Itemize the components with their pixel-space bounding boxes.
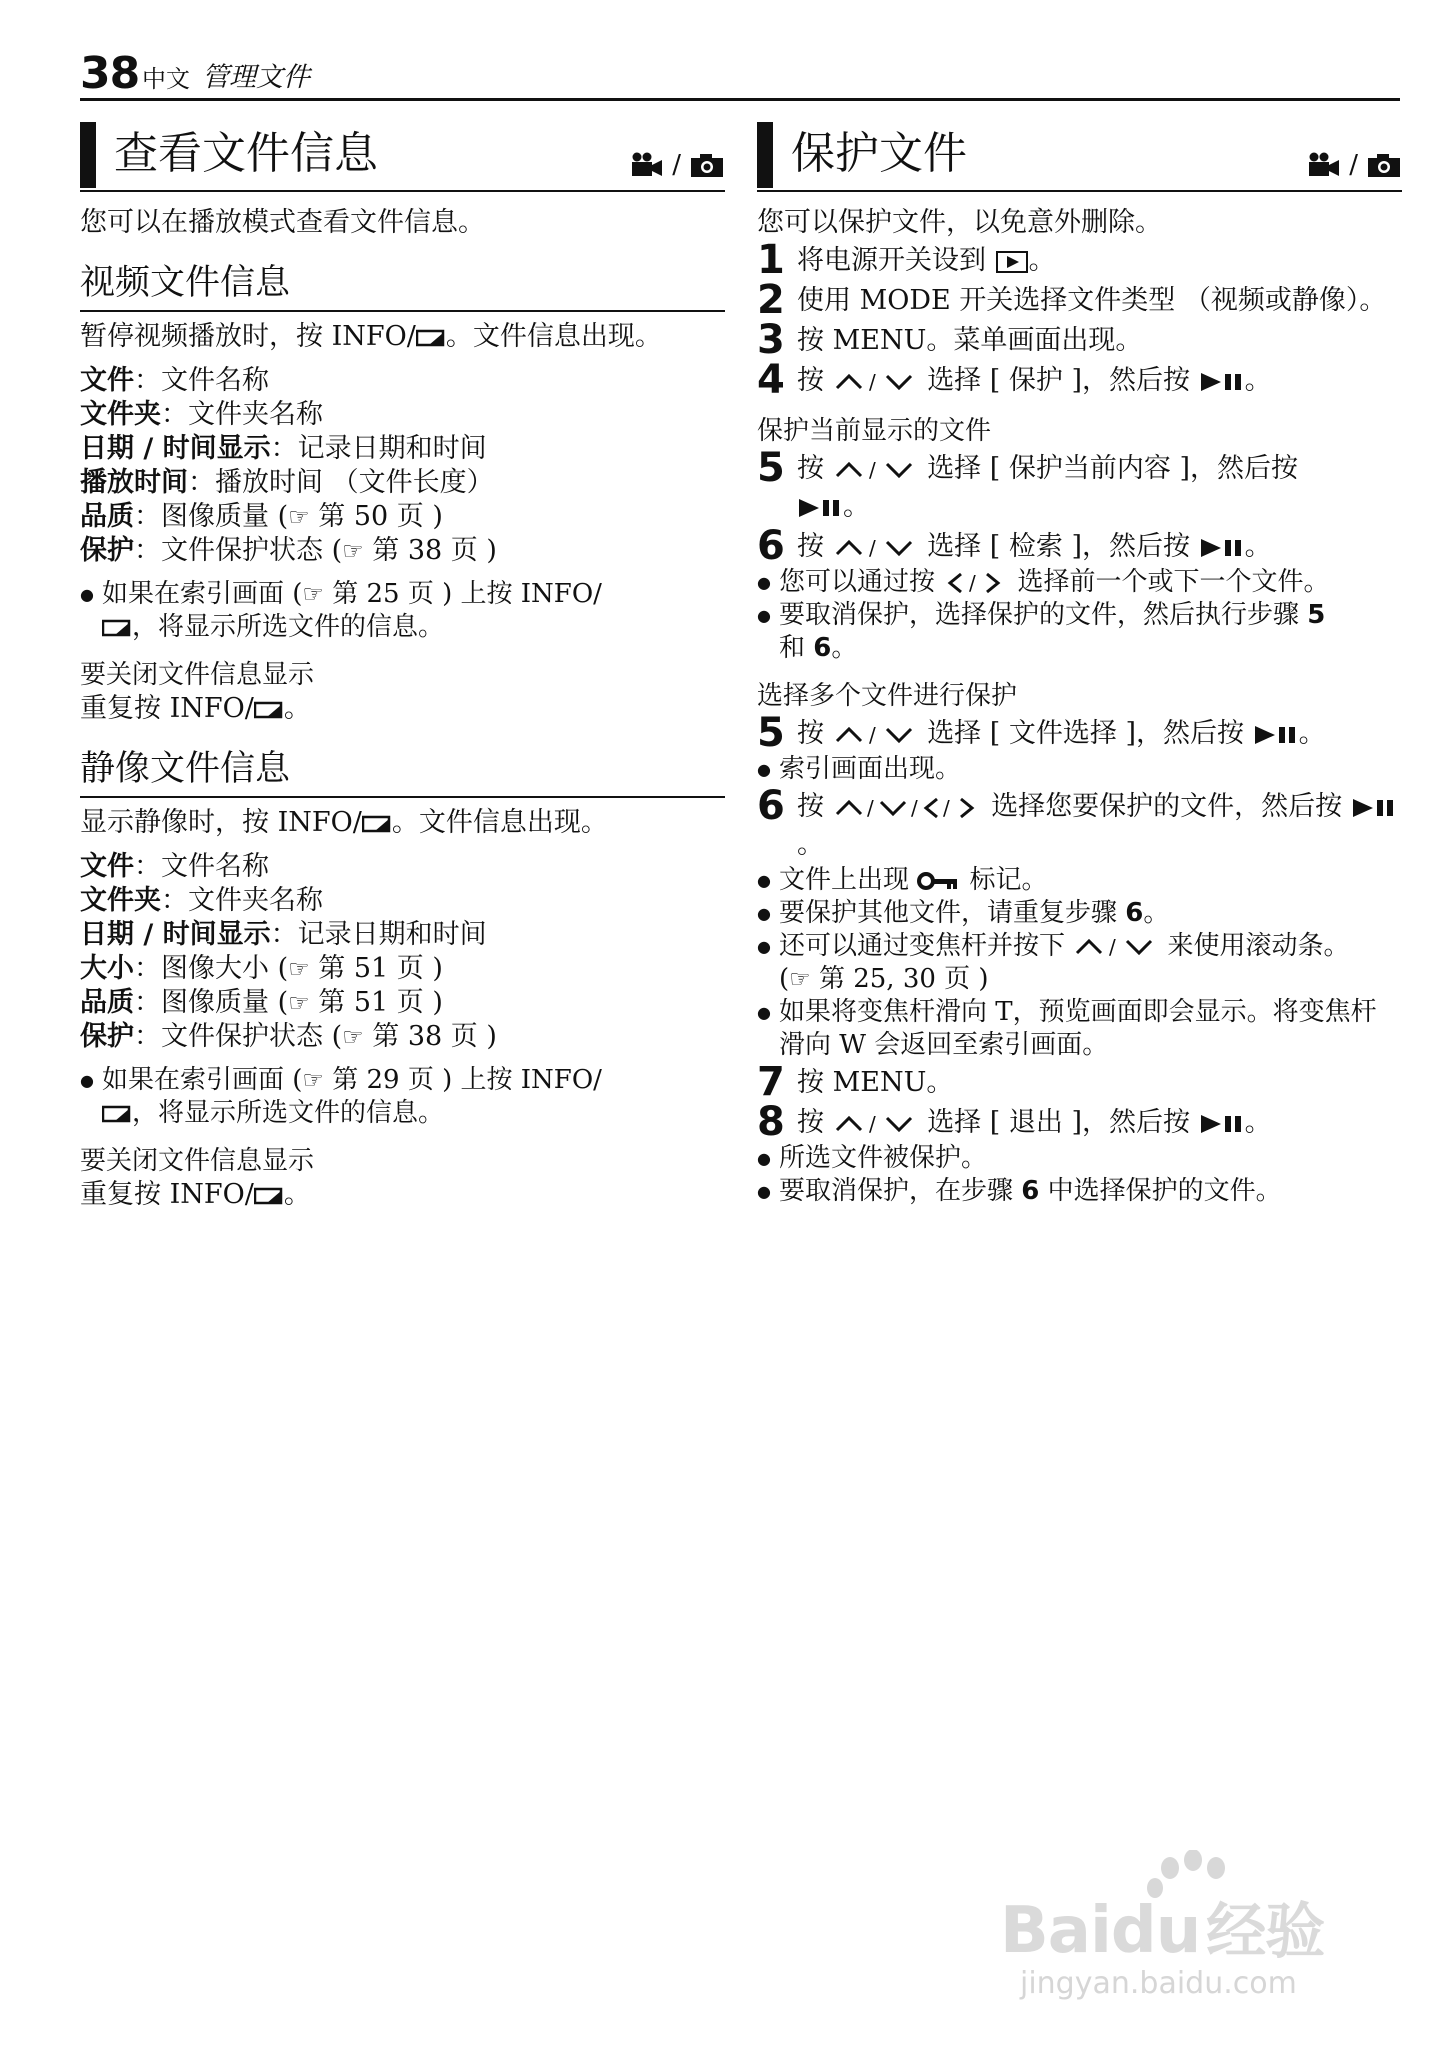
intro-text: 您可以在播放模式查看文件信息。 [80, 207, 485, 238]
info-row-protect: 保护：文件保护状态 (☞ 第 38 页 ) [80, 535, 497, 566]
current-bullet-2: ● 要取消保护，选择保护的文件，然后执行步骤 5 和 6。 [757, 599, 1402, 665]
baidu-watermark [1000, 1850, 1400, 2010]
close-info-text: 重复按 INFO/ 。 [80, 693, 311, 724]
left-right-arrows-icon [943, 571, 1009, 595]
step-8: 8 按 / 选择 [ 退出 ]，然后按 。 [757, 1099, 1272, 1145]
end-bullet-2: ● 要取消保护，在步骤 6 中选择保护的文件。 [757, 1175, 1402, 1208]
info-display-icon [102, 1105, 132, 1123]
svg-text:/: / [942, 795, 950, 820]
multi-bullet-3: ● 要保护其他文件，请重复步骤 6。 [757, 897, 1402, 930]
step-5-current: 5 按 / 选择 [ 保护当前内容 ]，然后按 。 [757, 445, 1299, 522]
title-bar [80, 122, 96, 188]
slash: / [672, 150, 681, 180]
playback-mode-icon [995, 250, 1029, 274]
watermark-brand: Baidu 经验 [1000, 1894, 1325, 1968]
info-row-folder: 文件夹：文件夹名称 [80, 885, 323, 916]
info-display-icon [254, 701, 284, 719]
step-5-multi: 5 按 / 选择 [ 文件选择 ]，然后按 。 [757, 710, 1326, 756]
step-6-current: 6 按 / 选择 [ 检索 ]，然后按 。 [757, 523, 1272, 569]
multi-bullet-2: ● 文件上出现 标记。 [757, 864, 1402, 897]
pointing-hand-icon: ☞ [342, 1023, 364, 1051]
svg-text:/: / [868, 457, 876, 482]
video-index-bullet: ● 如果在索引画面 (☞ 第 25 页 ) 上按 INFO/ ，将显示所选文件的信息。 [80, 578, 725, 644]
pointing-hand-icon: ☞ [342, 537, 364, 565]
protect-multiple-heading: 选择多个文件进行保护 [757, 681, 1018, 711]
still-camera-icon [689, 152, 725, 178]
section-title-text: 查看文件信息 [114, 128, 378, 179]
play-pause-icon [1351, 797, 1397, 819]
info-display-icon [416, 329, 446, 347]
protect-current-heading: 保护当前显示的文件 [757, 416, 992, 446]
page-number: 38 [80, 48, 140, 99]
step-2: 2 使用 MODE 开关选择文件类型 （视频或静像）。 [757, 277, 1387, 323]
video-camera-icon [1307, 152, 1341, 178]
info-row-file: 文件：文件名称 [80, 851, 269, 882]
up-down-arrows-icon [833, 1112, 919, 1136]
info-row-file: 文件：文件名称 [80, 365, 269, 396]
four-way-arrows-icon [833, 796, 983, 820]
up-down-arrows-icon [833, 458, 919, 482]
still-info-desc: 显示静像时，按 INFO/ 。文件信息出现。 [80, 807, 608, 838]
protect-intro: 您可以保护文件，以免意外删除。 [757, 207, 1162, 238]
still-index-bullet: ● 如果在索引画面 (☞ 第 29 页 ) 上按 INFO/ ，将显示所选文件的信息。 [80, 1064, 725, 1130]
title-bar [757, 122, 773, 188]
up-down-arrows-icon [833, 536, 919, 560]
play-pause-icon [1199, 537, 1245, 559]
info-row-protect: 保护：文件保护状态 (☞ 第 38 页 ) [80, 1021, 497, 1052]
page-header [80, 48, 1400, 101]
mode-icons [630, 150, 725, 180]
slash: / [1349, 150, 1358, 180]
step-4: 4 按 / 选择 [ 保护 ]，然后按 。 [757, 357, 1272, 403]
info-display-icon [254, 1187, 284, 1205]
section-title-text: 保护文件 [791, 128, 967, 179]
play-pause-icon [1199, 1113, 1245, 1135]
video-info-title: 视频文件信息 [80, 260, 725, 312]
info-display-icon [102, 619, 132, 637]
info-row-playtime: 播放时间：播放时间 （文件长度） [80, 467, 494, 498]
key-icon [917, 871, 961, 891]
page-language: 中文 [142, 65, 190, 93]
pointing-hand-icon: ☞ [302, 580, 324, 608]
info-display-icon [362, 815, 392, 833]
close-info-heading: 要关闭文件信息显示 [80, 660, 315, 690]
left-column [80, 118, 725, 1212]
up-down-arrows-icon [833, 370, 919, 394]
info-row-datetime: 日期 / 时间显示：记录日期和时间 [80, 433, 487, 464]
video-camera-icon [630, 152, 664, 178]
video-info-desc: 暂停视频播放时，按 INFO/ 。文件信息出现。 [80, 321, 662, 352]
chapter-title: 管理文件 [202, 62, 310, 93]
svg-text:/: / [868, 369, 876, 394]
right-column [757, 118, 1402, 1208]
watermark-url: jingyan.baidu.com [1020, 1966, 1297, 2001]
svg-text:/: / [868, 722, 876, 747]
pointing-hand-icon: ☞ [288, 503, 310, 531]
section-title-protect [757, 118, 1402, 192]
close-info-text: 重复按 INFO/ 。 [80, 1179, 311, 1210]
multi-bullet-4: ● 还可以通过变焦杆并按下 / 来使用滚动条。 (☞ 第 25, 30 页 ) [757, 930, 1402, 996]
play-pause-icon [1253, 724, 1299, 746]
section-title-file-info [80, 118, 725, 192]
svg-text:/: / [969, 571, 977, 595]
still-info-title: 静像文件信息 [80, 746, 725, 798]
still-info-list [80, 850, 725, 1054]
info-row-size: 大小：图像大小 (☞ 第 51 页 ) [80, 953, 443, 984]
up-down-arrows-icon [833, 723, 919, 747]
mode-icons [1307, 150, 1402, 180]
step-1: 1 将电源开关设到 。 [757, 237, 1056, 283]
close-info-heading: 要关闭文件信息显示 [80, 1146, 315, 1176]
multi-bullet-1: ● 索引画面出现。 [757, 753, 1402, 786]
pointing-hand-icon: ☞ [789, 965, 811, 993]
step-7: 7 按 MENU。 [757, 1059, 954, 1105]
svg-text:/: / [1109, 935, 1117, 959]
pointing-hand-icon: ☞ [288, 955, 310, 983]
play-pause-icon [1199, 371, 1245, 393]
info-row-folder: 文件夹：文件夹名称 [80, 399, 323, 430]
play-pause-icon [797, 497, 843, 519]
info-row-quality: 品质：图像质量 (☞ 第 50 页 ) [80, 501, 443, 532]
svg-text:/: / [866, 795, 874, 820]
up-down-arrows-icon [1073, 935, 1159, 959]
svg-text:/: / [910, 795, 918, 820]
still-camera-icon [1366, 152, 1402, 178]
step-3: 3 按 MENU。菜单画面出现。 [757, 317, 1143, 363]
pointing-hand-icon: ☞ [288, 989, 310, 1017]
video-info-list [80, 364, 725, 568]
step-6-multi: 6 按 / / / 选择您要保护的文件，然后按 。 [757, 788, 1402, 864]
end-bullet-1: ● 所选文件被保护。 [757, 1142, 1402, 1175]
svg-text:/: / [868, 535, 876, 560]
pointing-hand-icon: ☞ [302, 1066, 324, 1094]
info-row-datetime: 日期 / 时间显示：记录日期和时间 [80, 919, 487, 950]
info-row-quality: 品质：图像质量 (☞ 第 51 页 ) [80, 987, 443, 1018]
multi-bullet-5: ● 如果将变焦杆滑向 T，预览画面即会显示。将变焦杆滑向 W 会返回至索引画面。 [757, 996, 1402, 1062]
svg-text:/: / [868, 1111, 876, 1136]
current-bullet-1: ● 您可以通过按 / 选择前一个或下一个文件。 [757, 566, 1402, 599]
